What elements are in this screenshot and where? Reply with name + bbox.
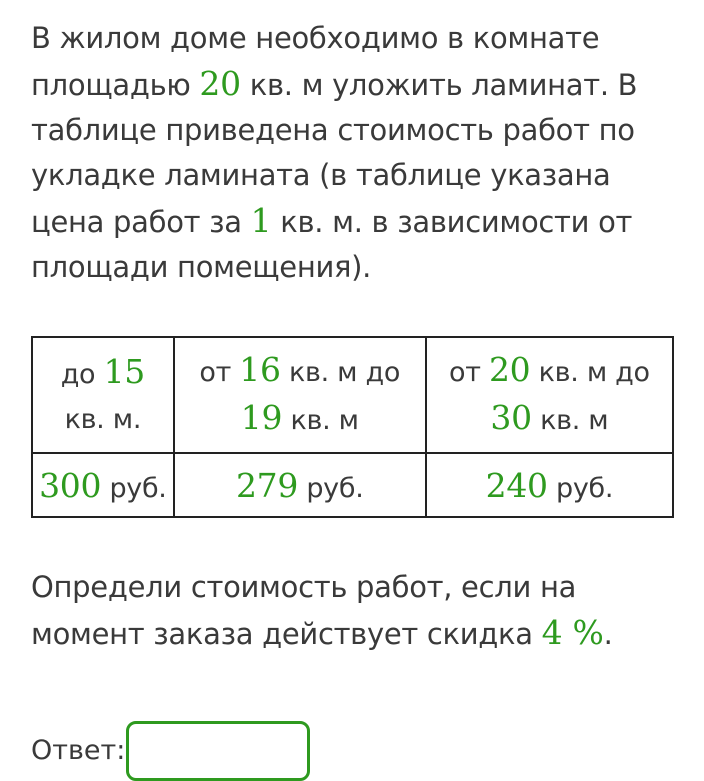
answer-input[interactable] [126,721,310,781]
header-text: кв. м. [64,403,142,435]
problem-text [31,16,691,290]
price-cell [32,453,174,517]
header-text: от [449,357,489,388]
header-text: кв. м [282,405,359,436]
price-table-values-row [32,453,673,517]
price-cell [426,453,673,517]
header-number: 30 [490,398,532,437]
price-unit: руб. [101,472,167,504]
header-number: 15 [103,351,145,391]
discount-value: 4 % [541,613,604,652]
area-value: 20 [199,64,241,103]
question-text-end: . [603,617,613,651]
answer-label: Ответ: [31,735,126,766]
price-table-header-row [32,337,673,453]
problem-text-part-2: кв. м уложить ламинат. В таблице приведена стоимость работ по укладке ламината (в таблице указана цена работ за [31,68,638,239]
price-cell [174,453,426,517]
problem-text-part-3: кв. м. в зависимости от площади помещения). [31,205,633,284]
unit-value: 1 [250,201,272,240]
price-unit: руб. [298,472,364,504]
price-value: 279 [235,465,299,505]
question-text-body: Определи стоимость работ, если на момент заказа действует скидка [31,570,577,651]
header-cell-20-to-30 [426,337,673,453]
header-text: кв. м до [530,357,650,388]
price-value: 240 [485,465,548,505]
header-cell-up-to-15 [32,337,174,453]
header-text: кв. м [531,405,609,436]
question-text [31,565,691,657]
header-text: до [60,358,104,390]
header-text: кв. м до [280,357,401,388]
header-text: от [199,357,240,388]
problem-text-part-1: В жилом доме необходимо в комнате площадью [31,21,600,102]
header-number: 19 [240,398,283,437]
header-cell-16-to-19 [174,337,426,453]
header-number: 20 [488,350,531,389]
price-value: 300 [39,465,102,505]
price-unit: руб. [547,472,614,504]
header-number: 16 [239,350,281,389]
price-table [31,336,674,518]
